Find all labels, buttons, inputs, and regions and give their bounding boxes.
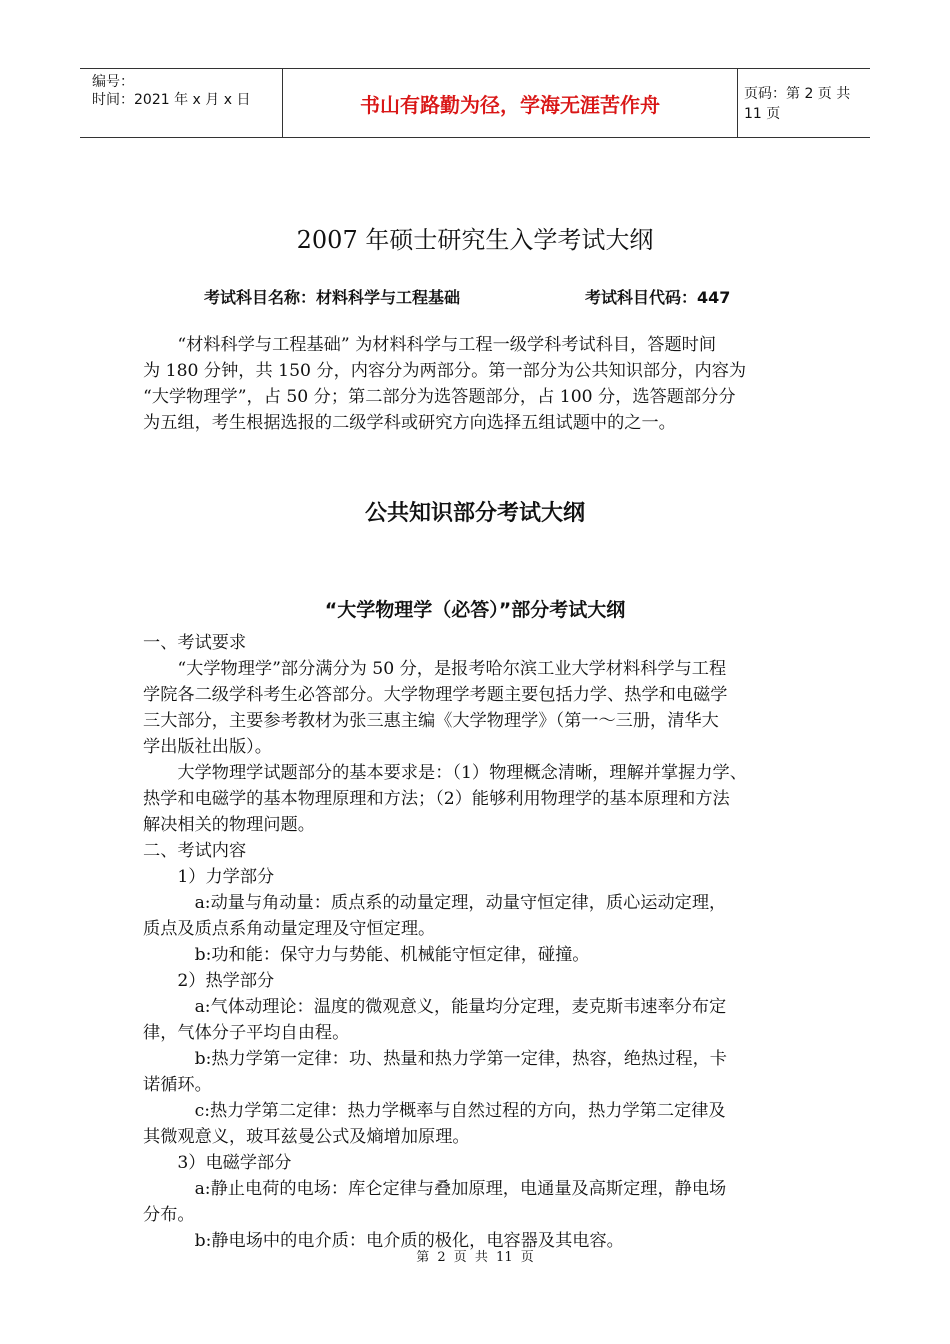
text-line: 为 180 分钟，共 150 分，内容分为两部分。第一部分为公共知识部分，内容为: [143, 361, 747, 381]
text-line: 学出版社出版）。: [143, 737, 272, 757]
header-meta-cell: [80, 69, 282, 137]
text-line: 解决相关的物理问题。: [143, 815, 315, 835]
text-line: 律，气体分子平均自由程。: [143, 1023, 350, 1043]
text-line: a:静止电荷的电场：库仑定律与叠加原理，电通量及高斯定理，静电场: [143, 1179, 727, 1199]
text-line: 三大部分，主要参考教材为张三惠主编《大学物理学》（第一～三册，清华大: [143, 711, 719, 731]
subsection-title: “大学物理学（必答）”部分考试大纲: [324, 599, 626, 621]
text-line: 热学和电磁学的基本物理原理和方法；（2）能够利用物理学的基本原理和方法: [143, 789, 730, 809]
text-line: 3）电磁学部分: [143, 1153, 292, 1173]
subject-name: 考试科目名称：材料科学与工程基础: [204, 288, 461, 307]
text-line: b:功和能：保守力与势能、机械能守恒定律，碰撞。: [143, 945, 590, 965]
text-line: c:热力学第二定律：热力学概率与自然过程的方向，热力学第二定律及: [143, 1101, 726, 1121]
text-line: b:热力学第一定律：功、热量和热力学第一定律，热容，绝热过程，卡: [143, 1049, 727, 1069]
text-line: “大学物理学”部分满分为 50 分，是报考哈尔滨工业大学材料科学与工程: [143, 659, 727, 679]
text-line: “材料科学与工程基础” 为材料科学与工程一级学科考试科目，答题时间: [143, 335, 717, 355]
subject-code: 考试科目代码：447: [585, 288, 731, 307]
doc-number-label: 编号：: [92, 74, 134, 90]
text-line: a:动量与角动量：质点系的动量定理，动量守恒定律，质心运动定理，: [143, 893, 727, 913]
text-line: 分布。: [143, 1205, 195, 1225]
text-line: 质点及质点系角动量定理及守恒定理。: [143, 919, 436, 939]
intro-paragraph: [143, 332, 808, 436]
text-line: 其微观意义，玻耳兹曼公式及熵增加原理。: [143, 1127, 470, 1147]
text-line: 2）热学部分: [143, 971, 275, 991]
page-header-table: [80, 68, 870, 138]
text-line: 为五组，考生根据选报的二级学科或研究方向选择五组试题中的之一。: [143, 413, 676, 433]
section-title: 公共知识部分考试大纲: [364, 501, 585, 526]
text-line: a:气体动理论：温度的微观意义，能量均分定理，麦克斯韦速率分布定: [143, 997, 727, 1017]
page-footer: 第 2 页 共 11 页: [416, 1250, 534, 1265]
text-line: 诺循环。: [143, 1075, 212, 1095]
text-line: 大学物理学试题部分的基本要求是：（1）物理概念清晰，理解并掌握力学、: [143, 763, 747, 783]
text-line: 一、考试要求: [143, 633, 247, 653]
text-line: 二、考试内容: [143, 841, 247, 861]
document-title: 2007 年硕士研究生入学考试大纲: [296, 226, 654, 254]
text-line: 学院各二级学科考生必答部分。大学物理学考题主要包括力学、热学和电磁学: [143, 685, 728, 705]
text-line: 1）力学部分: [143, 867, 275, 887]
text-line: b:静电场中的电介质：电介质的极化，电容器及其电容。: [143, 1231, 624, 1251]
text-line: “大学物理学”，占 50 分；第二部分为选答题部分，占 100 分，选答题部分分: [143, 387, 736, 407]
header-page-info: 页码：第 2 页 共 11 页: [744, 86, 851, 122]
exam-outline-body: [143, 630, 808, 1254]
doc-time-label: 时间：2021 年 x 月 x 日: [92, 92, 251, 108]
header-motto: 书山有路勤为径，学海无涯苦作舟: [282, 69, 738, 137]
